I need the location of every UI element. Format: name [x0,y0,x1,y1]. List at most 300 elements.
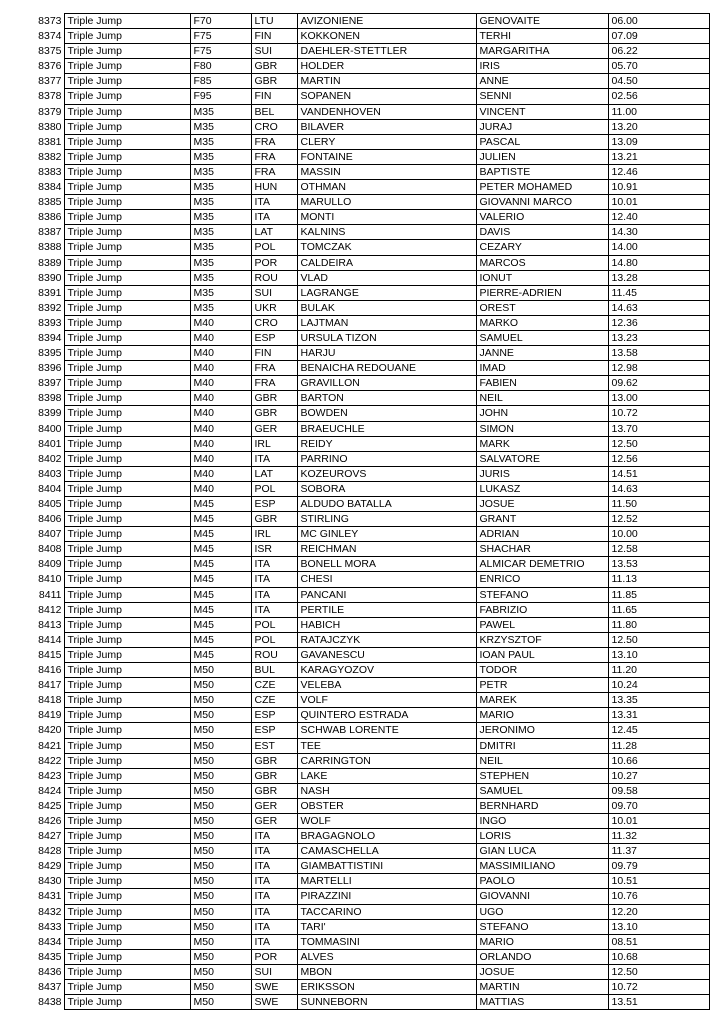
surname-cell: TEE [297,738,476,753]
table-row [30,300,709,315]
table-row [30,980,709,995]
firstname-cell: IMAD [476,361,608,376]
table-row [30,632,709,647]
nation-cell: ITA [251,829,297,844]
result-cell: 14.80 [608,255,709,270]
table-row [30,934,709,949]
result-cell: 14.51 [608,466,709,481]
firstname-cell: BERNHARD [476,798,608,813]
event-cell: Triple Jump [64,376,190,391]
surname-cell: WOLF [297,813,476,828]
event-cell: Triple Jump [64,859,190,874]
event-cell: Triple Jump [64,451,190,466]
event-cell: Triple Jump [64,647,190,662]
table-row [30,949,709,964]
surname-cell: STIRLING [297,512,476,527]
surname-cell: KARAGYOZOV [297,663,476,678]
nation-cell: ITA [251,934,297,949]
surname-cell: VLAD [297,270,476,285]
category-cell: F75 [190,44,251,59]
event-cell: Triple Jump [64,964,190,979]
row-number: 8395 [38,347,62,360]
event-cell: Triple Jump [64,889,190,904]
event-cell: Triple Jump [64,980,190,995]
table-row [30,557,709,572]
surname-cell: MBON [297,964,476,979]
event-cell: Triple Jump [64,602,190,617]
event-cell: Triple Jump [64,542,190,557]
surname-cell: QUINTERO ESTRADA [297,708,476,723]
category-cell: F85 [190,74,251,89]
category-cell: M35 [190,210,251,225]
nation-cell: GBR [251,783,297,798]
row-number: 8432 [38,905,62,918]
surname-cell: PARRINO [297,451,476,466]
surname-cell: FONTAINE [297,149,476,164]
result-cell: 13.53 [608,557,709,572]
category-cell: M45 [190,632,251,647]
firstname-cell: MARGARITHA [476,44,608,59]
result-cell: 04.50 [608,74,709,89]
category-cell: M50 [190,964,251,979]
event-cell: Triple Jump [64,708,190,723]
row-number: 8384 [38,181,62,194]
table-row [30,663,709,678]
table-row [30,874,709,889]
row-number: 8428 [38,845,62,858]
surname-cell: BONELL MORA [297,557,476,572]
result-cell: 11.28 [608,738,709,753]
nation-cell: FRA [251,134,297,149]
nation-cell: LTU [251,14,297,29]
nation-cell: ITA [251,195,297,210]
table-row [30,844,709,859]
category-cell: M35 [190,134,251,149]
firstname-cell: SAMUEL [476,330,608,345]
event-cell: Triple Jump [64,59,190,74]
row-number: 8426 [38,814,62,827]
surname-cell: GAVANESCU [297,647,476,662]
result-cell: 10.01 [608,813,709,828]
surname-cell: PIRAZZINI [297,889,476,904]
row-number: 8434 [38,935,62,948]
surname-cell: KOKKONEN [297,29,476,44]
category-cell: M50 [190,919,251,934]
firstname-cell: KRZYSZTOF [476,632,608,647]
table-row [30,285,709,300]
row-number: 8392 [38,301,62,314]
category-cell: M50 [190,874,251,889]
category-cell: F75 [190,29,251,44]
event-cell: Triple Jump [64,195,190,210]
nation-cell: ESP [251,497,297,512]
result-cell: 08.51 [608,934,709,949]
result-cell: 13.51 [608,995,709,1010]
event-cell: Triple Jump [64,225,190,240]
table-row [30,602,709,617]
nation-cell: CZE [251,678,297,693]
event-cell: Triple Jump [64,512,190,527]
event-cell: Triple Jump [64,934,190,949]
row-number: 8425 [38,799,62,812]
surname-cell: BENAICHA REDOUANE [297,361,476,376]
table-row [30,617,709,632]
nation-cell: ITA [251,874,297,889]
firstname-cell: JERONIMO [476,723,608,738]
category-cell: M40 [190,406,251,421]
firstname-cell: MATTIAS [476,995,608,1010]
results-sheet [30,13,709,1010]
nation-cell: GBR [251,768,297,783]
result-cell: 12.52 [608,512,709,527]
row-number: 8427 [38,830,62,843]
row-number: 8437 [38,981,62,993]
result-cell: 13.35 [608,693,709,708]
firstname-cell: MARIO [476,708,608,723]
firstname-cell: SAMUEL [476,783,608,798]
table-row [30,587,709,602]
row-number: 8431 [38,890,62,903]
category-cell: M50 [190,995,251,1010]
surname-cell: REIDY [297,436,476,451]
result-cell: 12.58 [608,542,709,557]
row-number: 8419 [38,709,62,722]
category-cell: M50 [190,723,251,738]
result-cell: 12.50 [608,964,709,979]
result-cell: 10.00 [608,527,709,542]
event-cell: Triple Jump [64,497,190,512]
nation-cell: GBR [251,406,297,421]
result-cell: 12.46 [608,164,709,179]
result-cell: 12.98 [608,361,709,376]
result-cell: 11.13 [608,572,709,587]
category-cell: M45 [190,497,251,512]
surname-cell: LAJTMAN [297,315,476,330]
row-number: 8438 [38,996,62,1009]
event-cell: Triple Jump [64,421,190,436]
firstname-cell: GRANT [476,512,608,527]
category-cell: M50 [190,708,251,723]
category-cell: M40 [190,451,251,466]
table-row [30,964,709,979]
nation-cell: SWE [251,980,297,995]
nation-cell: ITA [251,889,297,904]
nation-cell: LAT [251,466,297,481]
table-row [30,678,709,693]
event-cell: Triple Jump [64,783,190,798]
category-cell: M45 [190,542,251,557]
surname-cell: HARJU [297,346,476,361]
event-cell: Triple Jump [64,904,190,919]
category-cell: M50 [190,693,251,708]
table-row [30,391,709,406]
firstname-cell: JULIEN [476,149,608,164]
nation-cell: CRO [251,119,297,134]
result-cell: 11.80 [608,617,709,632]
row-number: 8424 [38,784,62,797]
row-number: 8394 [38,331,62,344]
category-cell: M35 [190,270,251,285]
surname-cell: SCHWAB LORENTE [297,723,476,738]
nation-cell: ITA [251,919,297,934]
surname-cell: MARTIN [297,74,476,89]
nation-cell: GER [251,421,297,436]
row-number: 8387 [38,226,62,239]
row-number: 8383 [38,165,62,178]
surname-cell: NASH [297,783,476,798]
nation-cell: ROU [251,270,297,285]
category-cell: M50 [190,768,251,783]
firstname-cell: ADRIAN [476,527,608,542]
row-number: 8414 [38,633,62,646]
event-cell: Triple Jump [64,74,190,89]
row-number: 8405 [38,498,62,510]
nation-cell: UKR [251,300,297,315]
nation-cell: POL [251,481,297,496]
nation-cell: BEL [251,104,297,119]
firstname-cell: IONUT [476,270,608,285]
nation-cell: FRA [251,149,297,164]
result-cell: 12.36 [608,315,709,330]
result-cell: 10.68 [608,949,709,964]
surname-cell: VANDENHOVEN [297,104,476,119]
nation-cell: CZE [251,693,297,708]
table-row [30,753,709,768]
result-cell: 11.65 [608,602,709,617]
nation-cell: ISR [251,542,297,557]
firstname-cell: VALERIO [476,210,608,225]
row-number: 8376 [38,60,62,73]
surname-cell: ALDUDO BATALLA [297,497,476,512]
event-cell: Triple Jump [64,481,190,496]
result-cell: 06.00 [608,14,709,29]
result-cell: 11.00 [608,104,709,119]
row-number: 8382 [38,150,62,163]
surname-cell: TOMCZAK [297,240,476,255]
category-cell: M50 [190,889,251,904]
category-cell: M40 [190,330,251,345]
surname-cell: PANCANI [297,587,476,602]
table-row [30,723,709,738]
event-cell: Triple Jump [64,587,190,602]
category-cell: M40 [190,466,251,481]
result-cell: 13.28 [608,270,709,285]
event-cell: Triple Jump [64,632,190,647]
nation-cell: ITA [251,859,297,874]
event-cell: Triple Jump [64,829,190,844]
table-row [30,376,709,391]
category-cell: M45 [190,602,251,617]
row-number: 8435 [38,950,62,963]
result-cell: 13.20 [608,119,709,134]
event-cell: Triple Jump [64,813,190,828]
event-cell: Triple Jump [64,753,190,768]
row-number: 8378 [38,90,62,103]
row-number: 8388 [38,241,62,254]
row-number: 8417 [38,679,62,692]
surname-cell: RATAJCZYK [297,632,476,647]
row-number: 8423 [38,769,62,782]
nation-cell: FRA [251,361,297,376]
table-row [30,527,709,542]
result-cell: 12.45 [608,723,709,738]
nation-cell: ITA [251,210,297,225]
surname-cell: CALDEIRA [297,255,476,270]
category-cell: M40 [190,376,251,391]
category-cell: M50 [190,934,251,949]
row-number: 8409 [38,558,62,571]
firstname-cell: NEIL [476,391,608,406]
surname-cell: MC GINLEY [297,527,476,542]
event-cell: Triple Jump [64,693,190,708]
surname-cell: VOLF [297,693,476,708]
category-cell: M50 [190,678,251,693]
category-cell: M35 [190,104,251,119]
firstname-cell: PAWEL [476,617,608,632]
surname-cell: KOZEUROVS [297,466,476,481]
nation-cell: ROU [251,647,297,662]
surname-cell: SUNNEBORN [297,995,476,1010]
event-cell: Triple Jump [64,874,190,889]
event-cell: Triple Jump [64,738,190,753]
result-cell: 10.51 [608,874,709,889]
row-number: 8374 [38,30,62,43]
firstname-cell: JOSUE [476,964,608,979]
table-row [30,451,709,466]
firstname-cell: JOHN [476,406,608,421]
event-cell: Triple Jump [64,240,190,255]
row-number: 8421 [38,739,62,752]
row-number: 8413 [38,618,62,631]
table-row [30,210,709,225]
row-number: 8399 [38,407,62,420]
row-number: 8429 [38,860,62,873]
nation-cell: ITA [251,557,297,572]
nation-cell: POL [251,632,297,647]
row-number: 8380 [38,120,62,133]
row-number: 8396 [38,362,62,375]
nation-cell: GER [251,798,297,813]
surname-cell: PERTILE [297,602,476,617]
table-row [30,44,709,59]
firstname-cell: IOAN PAUL [476,647,608,662]
table-row [30,708,709,723]
event-cell: Triple Jump [64,678,190,693]
firstname-cell: PIERRE-ADRIEN [476,285,608,300]
surname-cell: MARTELLI [297,874,476,889]
category-cell: M35 [190,225,251,240]
category-cell: M35 [190,255,251,270]
nation-cell: GER [251,813,297,828]
category-cell: M40 [190,361,251,376]
firstname-cell: MARTIN [476,980,608,995]
surname-cell: MASSIN [297,164,476,179]
row-number: 8379 [38,105,62,118]
surname-cell: TACCARINO [297,904,476,919]
results-table-body [30,14,709,1010]
event-cell: Triple Jump [64,104,190,119]
nation-cell: LAT [251,225,297,240]
firstname-cell: MAREK [476,693,608,708]
result-cell: 12.50 [608,436,709,451]
result-cell: 02.56 [608,89,709,104]
row-number: 8393 [38,316,62,329]
category-cell: F70 [190,14,251,29]
nation-cell: ITA [251,587,297,602]
event-cell: Triple Jump [64,180,190,195]
event-cell: Triple Jump [64,949,190,964]
result-cell: 06.22 [608,44,709,59]
row-number: 8422 [38,754,62,767]
event-cell: Triple Jump [64,436,190,451]
event-cell: Triple Jump [64,210,190,225]
firstname-cell: JURIS [476,466,608,481]
result-cell: 10.01 [608,195,709,210]
surname-cell: BULAK [297,300,476,315]
table-row [30,542,709,557]
table-row [30,829,709,844]
category-cell: M40 [190,481,251,496]
result-cell: 13.10 [608,919,709,934]
category-cell: M35 [190,285,251,300]
surname-cell: ALVES [297,949,476,964]
event-cell: Triple Jump [64,149,190,164]
row-number: 8391 [38,286,62,299]
category-cell: M50 [190,949,251,964]
result-cell: 10.91 [608,180,709,195]
surname-cell: DAEHLER-STETTLER [297,44,476,59]
firstname-cell: MARIO [476,934,608,949]
surname-cell: CLERY [297,134,476,149]
table-row [30,572,709,587]
nation-cell: CRO [251,315,297,330]
firstname-cell: PETR [476,678,608,693]
event-cell: Triple Jump [64,361,190,376]
result-cell: 12.56 [608,451,709,466]
table-row [30,693,709,708]
result-cell: 10.72 [608,406,709,421]
table-row [30,29,709,44]
nation-cell: ESP [251,723,297,738]
nation-cell: FIN [251,29,297,44]
event-cell: Triple Jump [64,119,190,134]
result-cell: 09.58 [608,783,709,798]
nation-cell: POL [251,617,297,632]
category-cell: F95 [190,89,251,104]
firstname-cell: UGO [476,904,608,919]
table-row [30,497,709,512]
surname-cell: MONTI [297,210,476,225]
row-number: 8397 [38,377,62,390]
nation-cell: ITA [251,572,297,587]
event-cell: Triple Jump [64,391,190,406]
table-row [30,164,709,179]
category-cell: M50 [190,753,251,768]
nation-cell: IRL [251,527,297,542]
firstname-cell: GIOVANNI [476,889,608,904]
table-row [30,89,709,104]
firstname-cell: CEZARY [476,240,608,255]
row-number: 8403 [38,467,62,480]
table-row [30,813,709,828]
firstname-cell: VINCENT [476,104,608,119]
table-row [30,346,709,361]
event-cell: Triple Jump [64,527,190,542]
event-cell: Triple Jump [64,617,190,632]
event-cell: Triple Jump [64,330,190,345]
firstname-cell: SHACHAR [476,542,608,557]
table-row [30,889,709,904]
